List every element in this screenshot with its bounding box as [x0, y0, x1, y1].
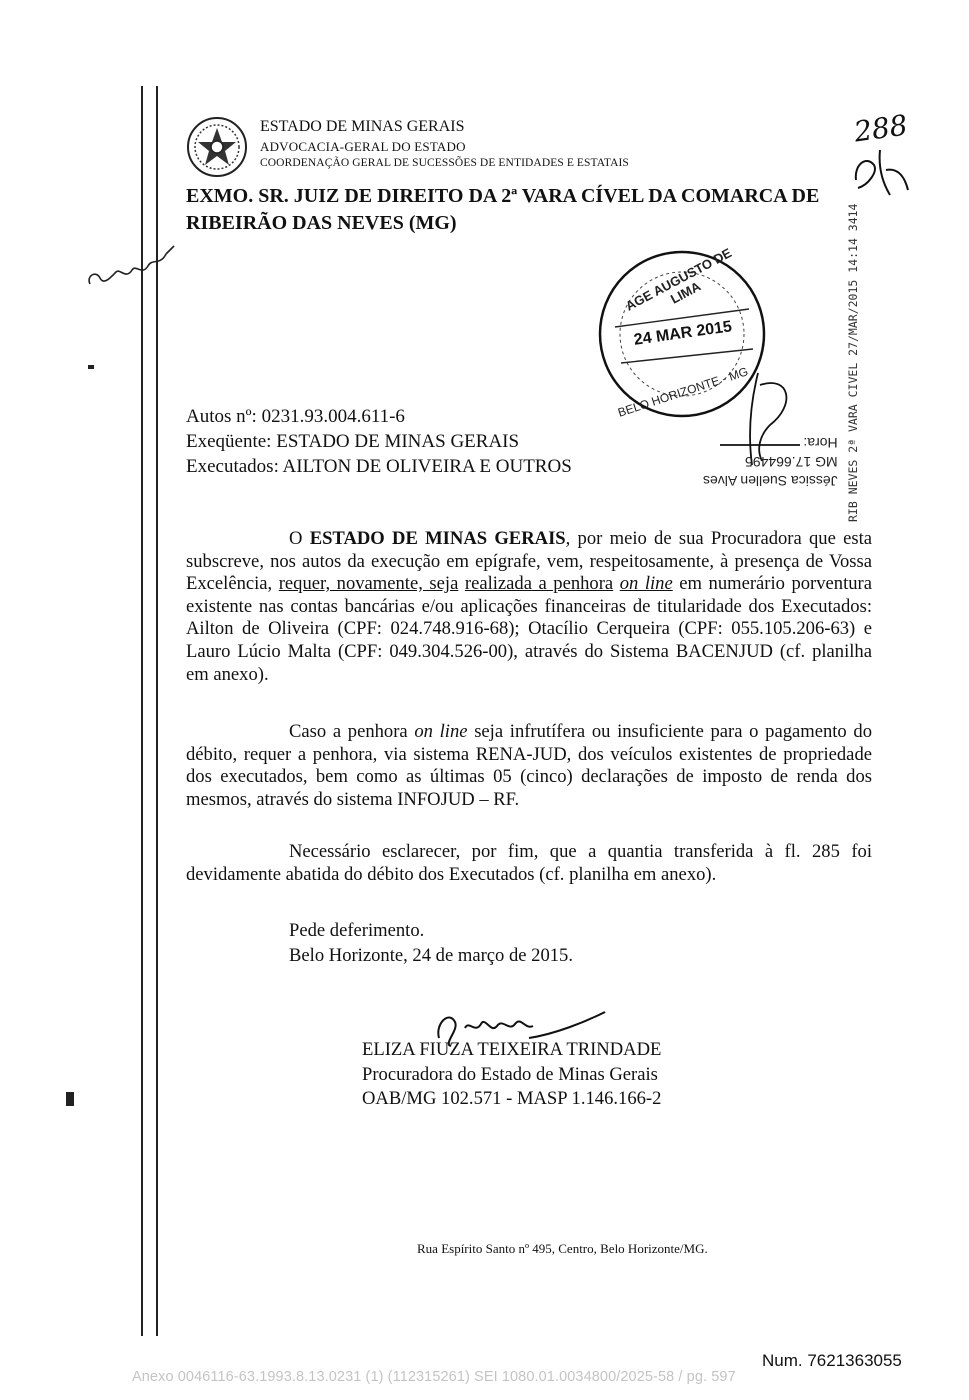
p1-requer: requer, novamente, seja [278, 573, 459, 595]
receipt-stamp-top-text: AGE AUGUSTO DE LIMA [622, 245, 734, 314]
footer-address: Rua Espírito Santo nº 495, Centro, Belo Horizonte/MG. [417, 1241, 708, 1256]
p2-online: on line [414, 721, 468, 742]
p2-text-a: Caso a penhora [289, 721, 415, 742]
left-margin-mark [66, 1092, 74, 1106]
protocol-hora-label: Hora: [803, 435, 838, 451]
header-state-name: ESTADO DE MINAS GERAIS [260, 118, 465, 135]
protocol-vertical-text: RIB NEVES 2ª VARA CIVEL 27/MAR/2015 14:14 3414 [846, 203, 860, 522]
receipt-stamp-bottom-text: BELO HORIZONTE - MG [616, 364, 750, 420]
header-agency-name: ADVOCACIA-GERAL DO ESTADO [260, 139, 466, 154]
case-exequente: Exeqüente: ESTADO DE MINAS GERAIS [186, 431, 520, 452]
p3-text: Necessário esclarecer, por fim, que a quantia transferida à fl. 285 foi devidamente abatida do débito dos Executados (cf. planilha em anexo). [186, 841, 872, 885]
case-info-block [186, 404, 572, 479]
case-number: Autos nº: 0231.93.004.611-6 [186, 406, 405, 427]
p2-text-b: seja infrutífera ou insuficiente para o pagamento do débito, requer a penhora, via sistema RENA-JUD, dos veículos existentes de propriedade dos executados, bem como as últimas 05 (cinco) declarações de imposto de renda dos mesmos, através do sistema INFOJUD – RF. [186, 721, 872, 810]
p1-bold-party: ESTADO DE MINAS GERAIS [309, 528, 566, 549]
p1-text-a: , por meio de sua Procuradora que esta subscreve, nos autos da execução em epígrafe, vem, respeitosamente, à presença de Vossa Excelência, [186, 528, 873, 595]
protocol-mg-number: MG 17.664495 [745, 454, 838, 470]
body-paragraph-1 [186, 528, 872, 686]
protocol-upside-down-block [703, 433, 838, 490]
p1-online: on line [619, 573, 673, 595]
closing-request: Pede deferimento. [289, 920, 425, 941]
header-department-name: COORDENAÇÃO GERAL DE SUCESSÕES DE ENTIDADES E ESTATAIS [260, 157, 629, 169]
signer-registration: OAB/MG 102.571 - MASP 1.146.166-2 [362, 1088, 662, 1109]
protocol-vertical-stamp [846, 203, 866, 522]
p1-lead: O [289, 528, 310, 549]
signature-block [362, 1038, 661, 1112]
body-paragraph-2 [186, 721, 872, 811]
case-executados: Executados: AILTON DE OLIVEIRA E OUTROS [186, 456, 572, 477]
addressee-block [186, 183, 886, 237]
addressee-line-2: RIBEIRÃO DAS NEVES (MG) [186, 212, 457, 234]
closing-block [289, 918, 573, 968]
signer-name: ELIZA FIUZA TEIXEIRA TRINDADE [362, 1039, 662, 1060]
protocol-receiver-name: Jéssica Suellen Alves [703, 473, 838, 489]
body-paragraph-3 [186, 841, 872, 886]
closing-place-date: Belo Horizonte, 24 de março de 2015. [289, 945, 573, 966]
p1-realizada: realizada a penhora [464, 573, 614, 595]
signer-role: Procuradora do Estado de Minas Gerais [362, 1063, 658, 1085]
document-number: Num. 7621363055 [762, 1351, 902, 1370]
p1-text-d: em numerário porventura existente nas contas bancárias e/ou aplicações financeiras de titularidade dos Executados: Ailton de Oliveira (CPF: 024.748.916-68); Otacílio Cerqueira (CPF: 055.105.206-63) e Lauro Lúcio Malta (CPF: 049.304.526-00), através do Sistema BACENJUD (cf. planilha em anexo). [186, 573, 872, 685]
left-margin-dot [88, 365, 94, 369]
state-coat-of-arms [186, 116, 248, 178]
receipt-stamp-date: 24 MAR 2015 [632, 318, 733, 349]
handwritten-page-number: 288 [851, 108, 910, 149]
addressee-line-1: EXMO. SR. JUIZ DE DIREITO DA 2ª VARA CÍVEL DA COMARCA DE [186, 185, 820, 207]
margin-handwritten-mark [82, 236, 182, 296]
annex-watermark: Anexo 0046116-63.1993.8.13.0231 (1) (112315261) SEI 1080.01.0034800/2025-58 / pg. 597 [132, 1369, 736, 1385]
